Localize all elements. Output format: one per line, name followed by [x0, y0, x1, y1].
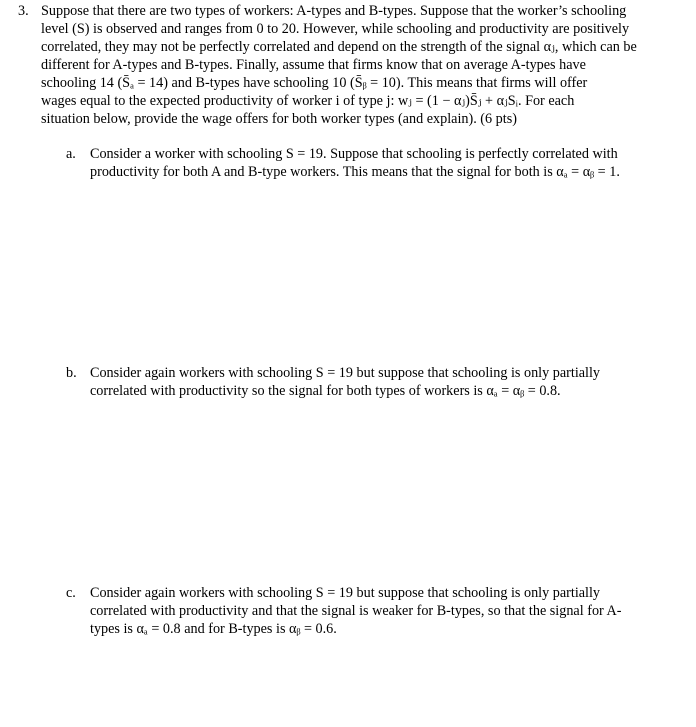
question-number: 3. — [18, 3, 29, 19]
part-a — [66, 145, 666, 181]
question-line-4: different for A-types and B-types. Finally, assume that firms know that on average A-types have — [41, 57, 586, 73]
part-b-text — [90, 364, 666, 400]
part-b-line-2: correlated with productivity so the signal for both types of workers is αₐ = αᵦ = 0.8. — [90, 383, 561, 399]
question-line-3: correlated, they may not be perfectly correlated and depend on the strength of the signal αⱼ, which can be — [41, 39, 637, 55]
part-a-label: a. — [66, 146, 76, 162]
part-c-line-1: Consider again workers with schooling S = 19 but suppose that schooling is only partially — [90, 585, 601, 601]
part-c-label: c. — [66, 585, 76, 601]
part-a-line-2: productivity for both A and B-type workers. This means that the signal for both is αₐ = αᵦ = 1. — [90, 164, 620, 180]
part-b-label: b. — [66, 365, 77, 381]
part-b-line-1: Consider again workers with schooling S = 19 but suppose that schooling is only partially — [90, 365, 601, 381]
part-c-line-2: correlated with productivity and that the signal is weaker for B-types, so that the signal for A- — [90, 603, 622, 619]
question-line-6: wages equal to the expected productivity of worker i of type j: wⱼ = (1 − αⱼ)S̄ⱼ + αⱼSᵢ. For each — [41, 93, 575, 109]
question-line-5: schooling 14 (S̄ₐ = 14) and B-types have schooling 10 (S̄ᵦ = 10). This means that firms will offer — [41, 75, 588, 91]
part-c — [66, 584, 666, 638]
question-text — [41, 2, 666, 128]
question-line-2: level (S) is observed and ranges from 0 to 20. However, while schooling and productivity are positively — [41, 21, 630, 37]
part-b — [66, 364, 666, 400]
part-a-line-1: Consider a worker with schooling S = 19. Suppose that schooling is perfectly correlated with — [90, 146, 618, 162]
part-a-text — [90, 145, 666, 181]
part-c-line-3: types is αₐ = 0.8 and for B-types is αᵦ = 0.6. — [90, 621, 337, 637]
question-3 — [18, 2, 668, 128]
part-c-text — [90, 584, 666, 638]
question-line-1: Suppose that there are two types of workers: A-types and B-types. Suppose that the worker’s schooling — [41, 3, 627, 19]
question-line-7: situation below, provide the wage offers for both worker types (and explain). (6 pts) — [41, 111, 517, 127]
